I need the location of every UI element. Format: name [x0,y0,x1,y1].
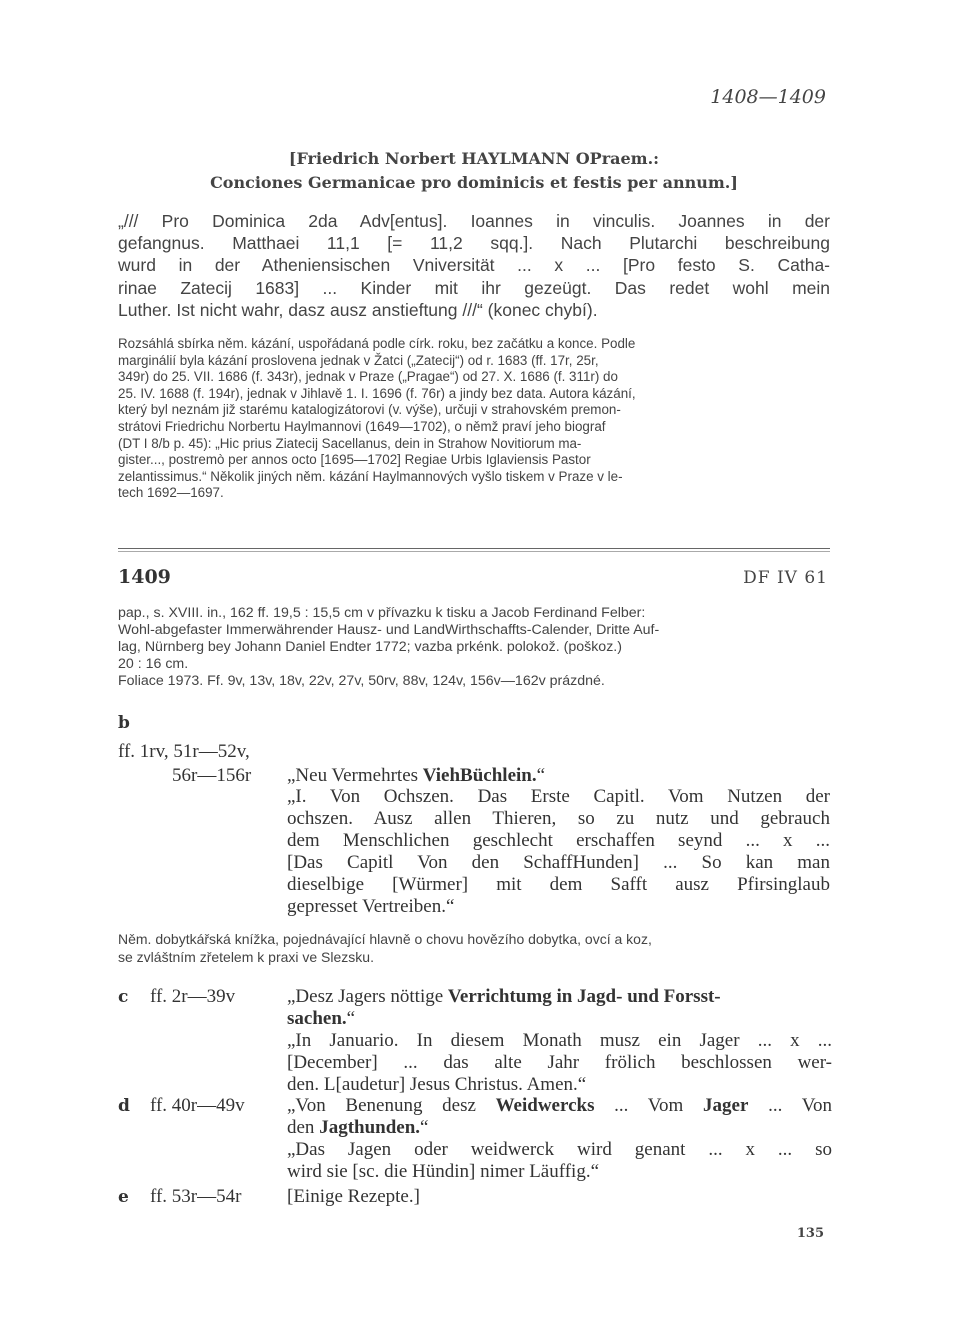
item-b-title: „Neu Vermehrtes ViehBüchlein.“ [287,765,546,786]
note-line: strátovi Friedrichu Norbertu Haylmannovi (1649—1702), o němž praví jeho biograf [118,418,606,434]
quote-line: „/// Pro Dominica 2da Adv[entus]. Ioannes in vinculis. Joannes in der [118,211,830,231]
foliation-line: Foliace 1973. Ff. 9v, 13v, 18v, 22v, 27v, 50rv, 88v, 124v, 156v—162v prázdné. [118,673,605,689]
note-line: který byl neznám již starému katalogizátorovi (v. výše), určuji v strahovském premon- [118,402,621,418]
quote-line: rinae Zatecij 1683] ... Kinder mit ihr gezeügt. Das redet wohl mein [118,277,830,298]
quote-line: Luther. Ist nicht wahr, dasz ausz anstieftung ///“ (konec chybí). [118,299,598,320]
item-b-folios-1: ff. 1rv, 51r—52v, [118,741,250,762]
item-d-folios: ff. 40r—49v [150,1095,245,1116]
item-c-folios: ff. 2r—39v [150,986,236,1007]
item-e-text: [Einige Rezepte.] [287,1186,420,1207]
section-divider [118,548,830,549]
item-d-letter: d [118,1096,130,1116]
entry-1408-note [118,336,830,502]
desc-line: Wohl-abgefaster Immerwährender Hausz- und LandWirthschaffts-Calender, Dritte Auf- [118,622,660,638]
entry-1409-number: 1409 [118,566,171,588]
note-line: 25. IV. 1688 (f. 194r), jednak v Jihlavě 1. I. 1696 (f. 76r) a jindy bez data. Autora kázání, [118,385,636,401]
item-b-text: „I. Von Ochszen. Das Erste Capitl. Vom Nutzen der ochszen. Ausz allen Thieren, so zu nutz und gebrauch dem Menschlichen geschlecht erschaffen seynd ... x ... [Das Capitl Von den SchaffHunden] ... So kan man dieselbige [Würmer] mit dem Safft ausz Pfirsinglaub gepresset Vertreiben.“ [287,786,830,917]
desc-line: lag, Nürnberg bey Johann Daniel Endter 1772; vazba prkénk. polokož. (poškoz.) [118,639,622,655]
item-c-letter: c [118,987,129,1007]
entry-1409-description [118,605,830,690]
entry-1408-heading-line2: Conciones Germanicae pro dominicis et festis per annum.] [210,173,738,192]
note-line: gister..., postremò per annos octo [1695—1702] Regiae Urbis Iglaviensis Pastor [118,452,591,468]
quote-line: gefangnus. Matthaei 11,1 [= 11,2 sqq.]. Nach Plutarchi beschreibung [118,233,830,254]
item-b-folios-2: 56r—156r [172,765,252,786]
item-b-note: Něm. dobytkářská knížka, pojednávající hlavně o chovu hovězího dobytka, ovcí a koz, se zvláštním zřetelem k praxi ve Slezsku. [118,931,652,965]
desc-line: 20 : 16 cm. [118,656,189,672]
note-line: (DT I 8/b p. 45): „Hic prius Ziatecij Sacellanus, dein in Strahow Novitiorum ma- [118,435,582,451]
note-line: tech 1692—1697. [118,485,224,501]
running-head: 1408—1409 [710,86,826,108]
item-c-title: „Desz Jagers nöttige Verrichtumg in Jagd- und Forsst- sachen.“ [287,986,721,1029]
item-b-letter: b [118,713,130,733]
entry-1408-heading-line1: [Friedrich Norbert HAYLMANN OPraem.: [288,149,660,168]
desc-line: pap., s. XVIII. in., 162 ff. 19,5 : 15,5 cm v přívazku k tisku a Jacob Ferdinand Felber: [118,605,646,621]
note-line: zelantissimus.“ Několik jiných něm. kázání Haylmannových vyšlo tiskem v Praze v le- [118,468,623,484]
note-line: 349r) do 25. VII. 1686 (f. 343r), jednak v Praze („Pragae“) od 27. X. 1686 (f. 311r) do [118,369,618,385]
note-line: marginálií byla kázání proslovena jednak v Žatci („Zatecij“) od r. 1683 (ff. 17r, 25r, [118,352,599,368]
item-d-text: „Das Jagen oder weidwerck wird genant ... x ... so wird sie [sc. die Hündin] nimer Läuffig.“ [287,1139,832,1182]
item-e-letter: e [118,1187,129,1207]
item-e-folios: ff. 53r—54r [150,1186,242,1207]
page-number: 135 [796,1226,824,1241]
entry-1409-signature: DF IV 61 [743,568,828,588]
item-d-title: „Von Benenung desz Weidwercks ... Vom Jager ... Von den Jagthunden.“ [287,1095,832,1138]
item-c-text: „In Januario. In diesem Monath musz ein Jager ... x ... [December] ... das alte Jahr frölich beschlossen wer- den. L[audetur] Jesus Christus. Amen.“ [287,1030,832,1095]
note-line: Rozsáhlá sbírka něm. kázání, uspořádaná podle círk. roku, bez začátku a konce. Podle [118,336,636,351]
quote-line: wurd in der Atheniensischen Vniversität ... x ... [Pro festo S. Catha- [118,255,830,276]
section-divider-secondary [118,551,830,552]
entry-1408-quote [118,210,830,321]
